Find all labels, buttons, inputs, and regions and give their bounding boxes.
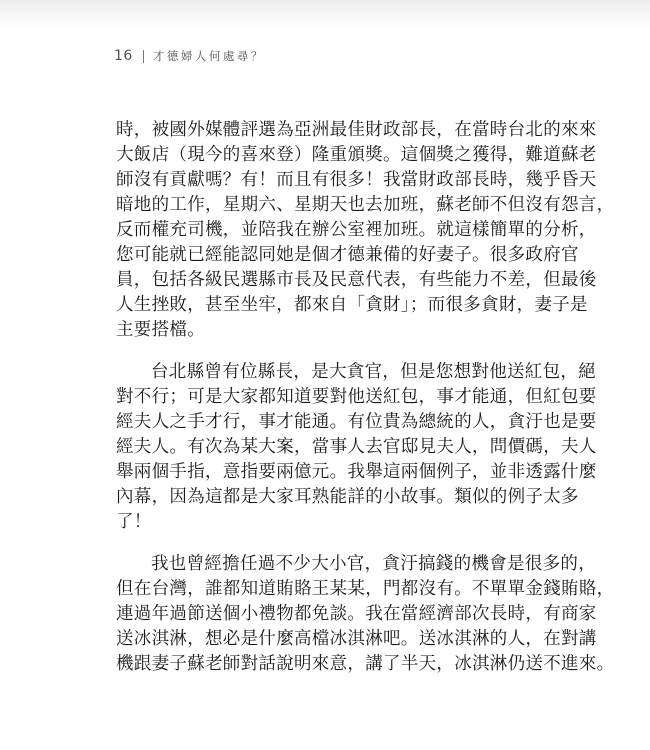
paragraph-3	[116, 552, 615, 677]
text-line: 暗地的工作，星期六、星期天也去加班，蘇老師不但沒有怨言，	[116, 195, 615, 215]
text-line: 台北縣曾有位縣長，是大貪官，但是您想對他送紅包，絕	[151, 362, 596, 382]
text-line: 反而權充司機，並陪我在辦公室裡加班。就這樣簡單的分析，	[116, 220, 597, 240]
text-line: 但在台灣，誰都知道賄賂王某某，門都沒有。不單單金錢賄賂，	[116, 579, 615, 599]
text-line: 了！	[116, 512, 152, 532]
text-line: 內幕，因為這都是大家耳熟能詳的小故事。類似的例子太多	[116, 487, 579, 507]
header-divider	[143, 50, 144, 63]
book-title: 才德婦人何處尋？	[152, 49, 265, 63]
text-line: 主要搭檔。	[116, 320, 205, 340]
text-line: 員，包括各級民選縣市長及民意代表，有些能力不差，但最後	[116, 270, 597, 290]
text-line: 送冰淇淋，想必是什麼高檔冰淇淋吧。送冰淇淋的人，在對講	[116, 629, 597, 649]
page-number: 16	[114, 48, 133, 64]
text-line: 舉兩個手指，意指要兩億元。我舉這兩個例子，並非透露什麼	[116, 462, 597, 482]
text-line: 連過年過節送個小禮物都免談。我在當經濟部次長時，有商家	[116, 604, 597, 624]
text-line: 人生挫敗，甚至坐牢，都來自「貪財」；而很多貪財，妻子是	[116, 295, 588, 315]
text-line: 師沒有貢獻嗎？有！而且有很多！我當財政部長時，幾乎昏天	[116, 170, 597, 190]
text-line: 大飯店（現今的喜來登）隆重頒獎。這個獎之獲得，難道蘇老	[116, 145, 597, 165]
text-line: 對不行；可是大家都知道要對他送紅包，事才能通，但紅包要	[116, 387, 597, 407]
body-text	[116, 118, 615, 694]
text-line: 我也曾經擔任過不少大小官，貪汙搞錢的機會是很多的，	[151, 554, 596, 574]
running-header	[114, 48, 265, 64]
text-line: 經夫人。有次為某大案，當事人去官邸見夫人，問價碼，夫人	[116, 437, 597, 457]
paragraph-1	[116, 118, 615, 343]
top-edge-shadow	[0, 0, 650, 28]
text-line: 時，被國外媒體評選為亞洲最佳財政部長，在當時台北的來來	[116, 120, 597, 140]
text-line: 您可能就已經能認同她是個才德兼備的好妻子。很多政府官	[116, 245, 579, 265]
text-line: 經夫人之手才行，事才能通。有位貴為總統的人，貪汙也是要	[116, 412, 597, 432]
paragraph-2	[116, 360, 597, 535]
text-line: 機跟妻子蘇老師對話說明來意，講了半天，冰淇淋仍送不進來。	[116, 654, 615, 674]
